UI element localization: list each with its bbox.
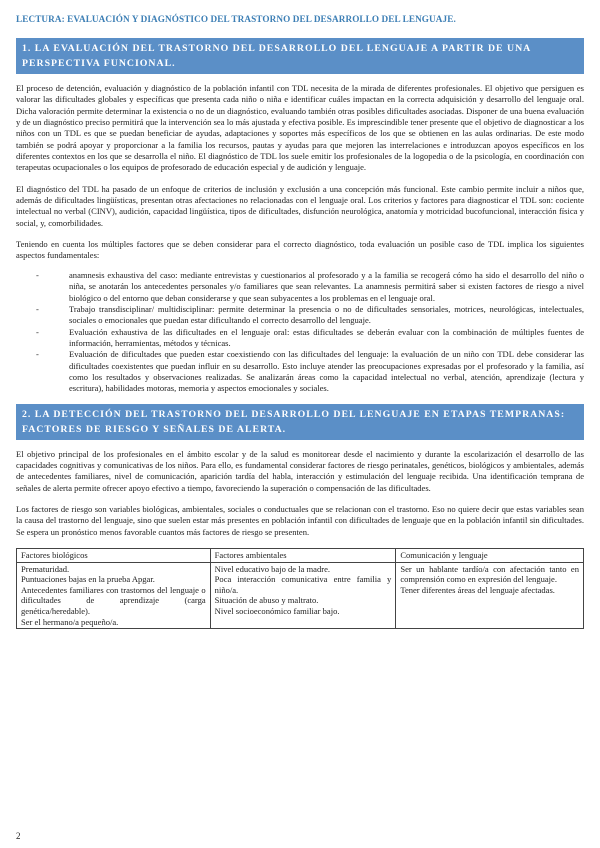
list-item-text: Evaluación de dificultades que pueden estar coexistiendo con las dificultades del lenguaje: la evaluación de un niño con TDL debe considerar las dificultades coexistentes que puedan influir en su desarrollo. Esto incluye atender las preocupaciones expresadas por el profesorado y la familia, así como los resultados y observaciones realizadas. Se analizarán áreas como la capacidad intelectual no verbal, atención, aprendizaje (lectura y escritura), habilidades motoras, memoria y aspectos emocionales y sociales. bbox=[69, 349, 584, 394]
risk-factors-table bbox=[16, 548, 584, 629]
table-header-biological: Factores biológicos bbox=[17, 549, 211, 563]
biological-factors-cell bbox=[17, 562, 211, 629]
section-2-heading-line-2: FACTORES DE RIESGO Y SEÑALES DE ALERTA. bbox=[22, 423, 287, 435]
environmental-factors-cell bbox=[210, 562, 396, 629]
list-item bbox=[16, 304, 584, 327]
table-cell-line: Ser un hablante tardío/a con afectación tanto en comprensión como en expresión del lenguaje. bbox=[400, 563, 579, 585]
table-cell-line: Prematuridad. bbox=[21, 563, 70, 574]
section-2-paragraph-1: El objetivo principal de los profesionales en el ámbito escolar y de la salud es monitorear desde el nacimiento y durante la escolarización el desarrollo de las capacidades cognitivas y comunicativas de los niños. Para ello, es fundamental considerar factores de riesgo perinatales, genéticos, biológicos y ambientales, además de antecedentes familiares, nivel de comunicación, aparición tardía del habla, interacción y estimulación del lenguaje recibida. Una identificación temprana de señales de alerta permite ofrecer apoyo efectivo a tiempo, favoreciendo la superación o compensación de las dificultades. bbox=[16, 448, 584, 493]
list-item-text: Trabajo transdisciplinar/ multidisciplinar: permite determinar la presencia o no de dificultades sensoriales, motrices, neurológicas, intelectuales, sociales o emocionales que puedan estar dificultando el correcto desarrollo del lenguaje. bbox=[69, 303, 584, 326]
table-header-communication: Comunicación y lenguaje bbox=[396, 549, 584, 563]
table-cell-line: Nivel socioeconómico familiar bajo. bbox=[214, 605, 340, 616]
list-item-text: anamnesis exhaustiva del caso: mediante entrevistas y cuestionarios al profesorado y a la familia se recogerá cómo ha sido el desarrollo del niño o niña, se anotarán los antecedentes personales y/o familiares que sean relevantes. La anamnesis permitirá saber si existen factores de riesgo a nivel biológico o del entorno que deban considerarse y que sean subyacentes a los problemas en el lenguaje oral. bbox=[69, 269, 584, 303]
bullet-dash: - bbox=[36, 349, 39, 360]
section-1-heading-line-1: 1. LA EVALUACIÓN DEL TRASTORNO DEL DESARROLLO DEL LENGUAJE A PARTIR DE UNA bbox=[22, 43, 532, 54]
bullet-dash: - bbox=[36, 326, 39, 337]
list-item bbox=[16, 270, 584, 304]
section-1-heading-line-2: PERSPECTIVA FUNCIONAL. bbox=[22, 58, 176, 69]
section-2-paragraph-2: Los factores de riesgo son variables biológicas, ambientales, sociales o conductuales que se relacionan con el trastorno. Eso no quiere decir que estas variables sean la causa del trastorno del lenguaje, sino que suelen estar más presentes en población infantil con dificultades de lenguaje que en la población infantil sin dificultades. Se espera un pronóstico menos favorable cuantos más factores de riesgo se presenten. bbox=[16, 503, 584, 537]
table-cell-line: Situación de abuso y maltrato. bbox=[214, 595, 319, 606]
evaluation-aspects-list bbox=[16, 270, 584, 395]
table-cell-line: Ser el hermano/a pequeño/a. bbox=[21, 616, 119, 627]
section-2-heading bbox=[16, 404, 584, 440]
table-header-row bbox=[17, 549, 584, 563]
table-row bbox=[17, 562, 584, 629]
section-1-paragraph-2: El diagnóstico del TDL ha pasado de un enfoque de criterios de inclusión y exclusión a una concepción más funcional. Este cambio permite incluir a niños que, además de dificultades lingüísticas, presentan otras afectaciones no relacionadas con el lenguaje oral. Los criterios y factores para diagnosticar el TDL son: cociente intelectual no verbal (CINV), audición, capacidad lingüística, tipos de dificultades, disfunción neurológica, anatomía y motricidad bucofuncional, interacción física y social, y, comorbilidades. bbox=[16, 183, 584, 228]
table-cell-line: Antecedentes familiares con trastornos del lenguaje o dificultades de aprendizaje (carga genética/heredable). bbox=[21, 584, 206, 616]
section-1-paragraph-1: El proceso de detención, evaluación y diagnóstico de la población infantil con TDL necesita de la mirada de diferentes profesionales. El objetivo que persiguen es valorar las dificultades globales y específicas que presenta cada niño o niña e identificar cuáles impactan en la correcta adquisición y desarrollo del lenguaje oral. Dicha valoración permite determinar la existencia o no de un diagnóstico, evaluando también otras posibles dificultades asociadas. Disponer de una buena evaluación y de un diagnóstico preciso permitirá que la intervención sea lo más ajustada y efectiva posible. Es imprescindible tener presente que el objetivo de diagnosticar a los niños con un TDL es que se puedan beneficiar de ayudas, adaptaciones y soportes más específicos de los que se obtienen en las aulas ordinarias. De este modo también se podrá apoyar y proporcionar a la familia los recursos, pautas y ayudas para que mejoren las interrelaciones e introduzcan apoyos específicos en los diferentes contextos en los que se desarrolla el niño. El diagnóstico de TDL los suele emitir los profesionales de la logopedia o de la psicología, en coordinación con terapeutas ocupacionales o los equipos de profesorado de educación especial y de audición y lenguaje. bbox=[16, 83, 584, 173]
table-cell-line: Nivel educativo bajo de la madre. bbox=[214, 563, 331, 574]
list-item-text: Evaluación exhaustiva de las dificultades en el lenguaje oral: estas dificultades se deberán evaluar con la combinación de múltiples fuentes de información, herramientas, métodos y técnicas. bbox=[69, 326, 584, 348]
table-header-environmental: Factores ambientales bbox=[210, 549, 396, 563]
table-cell-line: Poca interacción comunicativa entre familia y niño/a. bbox=[214, 574, 392, 595]
table-cell-line: Puntuaciones bajas en la prueba Apgar. bbox=[21, 574, 155, 585]
bullet-dash: - bbox=[36, 269, 39, 280]
list-item bbox=[16, 349, 584, 394]
section-1-heading bbox=[16, 38, 584, 74]
section-2-heading-line-1: 2. LA DETECCIÓN DEL TRASTORNO DEL DESARROLLO DEL LENGUAJE EN ETAPAS TEMPRANAS: bbox=[22, 408, 566, 420]
table-cell-line: Tener diferentes áreas del lenguaje afectadas. bbox=[400, 584, 555, 595]
reading-title: LECTURA: EVALUACIÓN Y DIAGNÓSTICO DEL TRASTORNO DEL DESARROLLO DEL LENGUAJE. bbox=[16, 14, 456, 24]
list-item bbox=[16, 327, 584, 350]
section-1-paragraph-3: Teniendo en cuenta los múltiples factores que se deben considerar para el correcto diagnóstico, toda evaluación un posible caso de TDL implica los siguientes aspectos fundamentales: bbox=[16, 239, 584, 261]
bullet-dash: - bbox=[36, 303, 39, 314]
communication-factors-cell bbox=[396, 562, 584, 629]
page-number: 2 bbox=[16, 831, 21, 841]
